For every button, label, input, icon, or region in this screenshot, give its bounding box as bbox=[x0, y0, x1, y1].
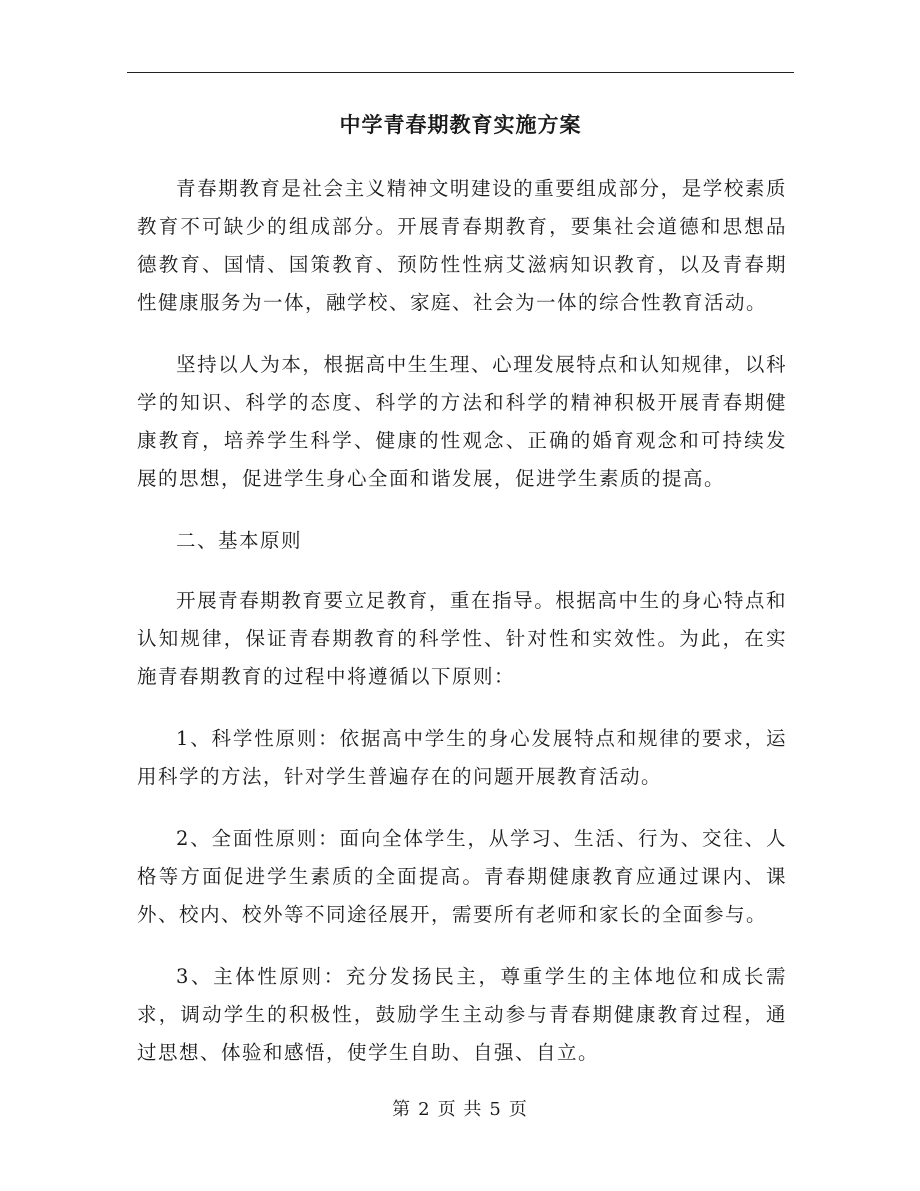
footer-middle: 页 共 bbox=[437, 1099, 483, 1120]
footer-current-page: 2 bbox=[418, 1099, 431, 1120]
section-heading-basic-principles: 二、基本原则 bbox=[176, 529, 303, 552]
paragraph-guiding-idea: 坚持以人为本，根据高中生生理、心理发展特点和认知规律，以科学的知识、科学的态度、科学的方法和科学的精神积极开展青春期健康教育，培养学生科学、健康的性观念、正确的婚育观念和可持续发展的思想，促进学生身心全面和谐发展，促进学生素质的提高。 bbox=[137, 353, 787, 490]
paragraph-principle-comprehensive: 2、全面性原则：面向全体学生，从学习、生活、行为、交往、人格等方面促进学生素质的全面提高。青春期健康教育应通过课内、课外、校内、校外等不同途径展开，需要所有老师和家长的全面参与。 bbox=[137, 827, 787, 926]
document-title: 中学青春期教育实施方案 bbox=[339, 112, 582, 137]
document-body bbox=[137, 170, 787, 1096]
paragraph-principle-subjectivity: 3、主体性原则：充分发扬民主，尊重学生的主体地位和成长需求，调动学生的积极性，鼓励学生主动参与青春期健康教育过程，通过思想、体验和感悟，使学生自助、自强、自立。 bbox=[137, 965, 787, 1064]
footer-prefix: 第 bbox=[392, 1099, 412, 1120]
footer-suffix: 页 bbox=[508, 1099, 528, 1120]
paragraph-intro: 青春期教育是社会主义精神文明建设的重要组成部分，是学校素质教育不可缺少的组成部分。开展青春期教育，要集社会道德和思想品德教育、国情、国策教育、预防性性病艾滋病知识教育，以及青春期性健康服务为一体，融学校、家庭、社会为一体的综合性教育活动。 bbox=[137, 177, 787, 314]
page-footer bbox=[0, 1097, 920, 1123]
paragraph-principle-scientific: 1、科学性原则：依据高中学生的身心发展特点和规律的要求，运用科学的方法，针对学生普遍存在的问题开展教育活动。 bbox=[137, 727, 787, 788]
header-rule bbox=[127, 72, 794, 73]
footer-total-pages: 5 bbox=[489, 1099, 502, 1120]
paragraph-principles-intro: 开展青春期教育要立足教育，重在指导。根据高中生的身心特点和认知规律，保证青春期教育的科学性、针对性和实效性。为此，在实施青春期教育的过程中将遵循以下原则： bbox=[137, 589, 787, 688]
